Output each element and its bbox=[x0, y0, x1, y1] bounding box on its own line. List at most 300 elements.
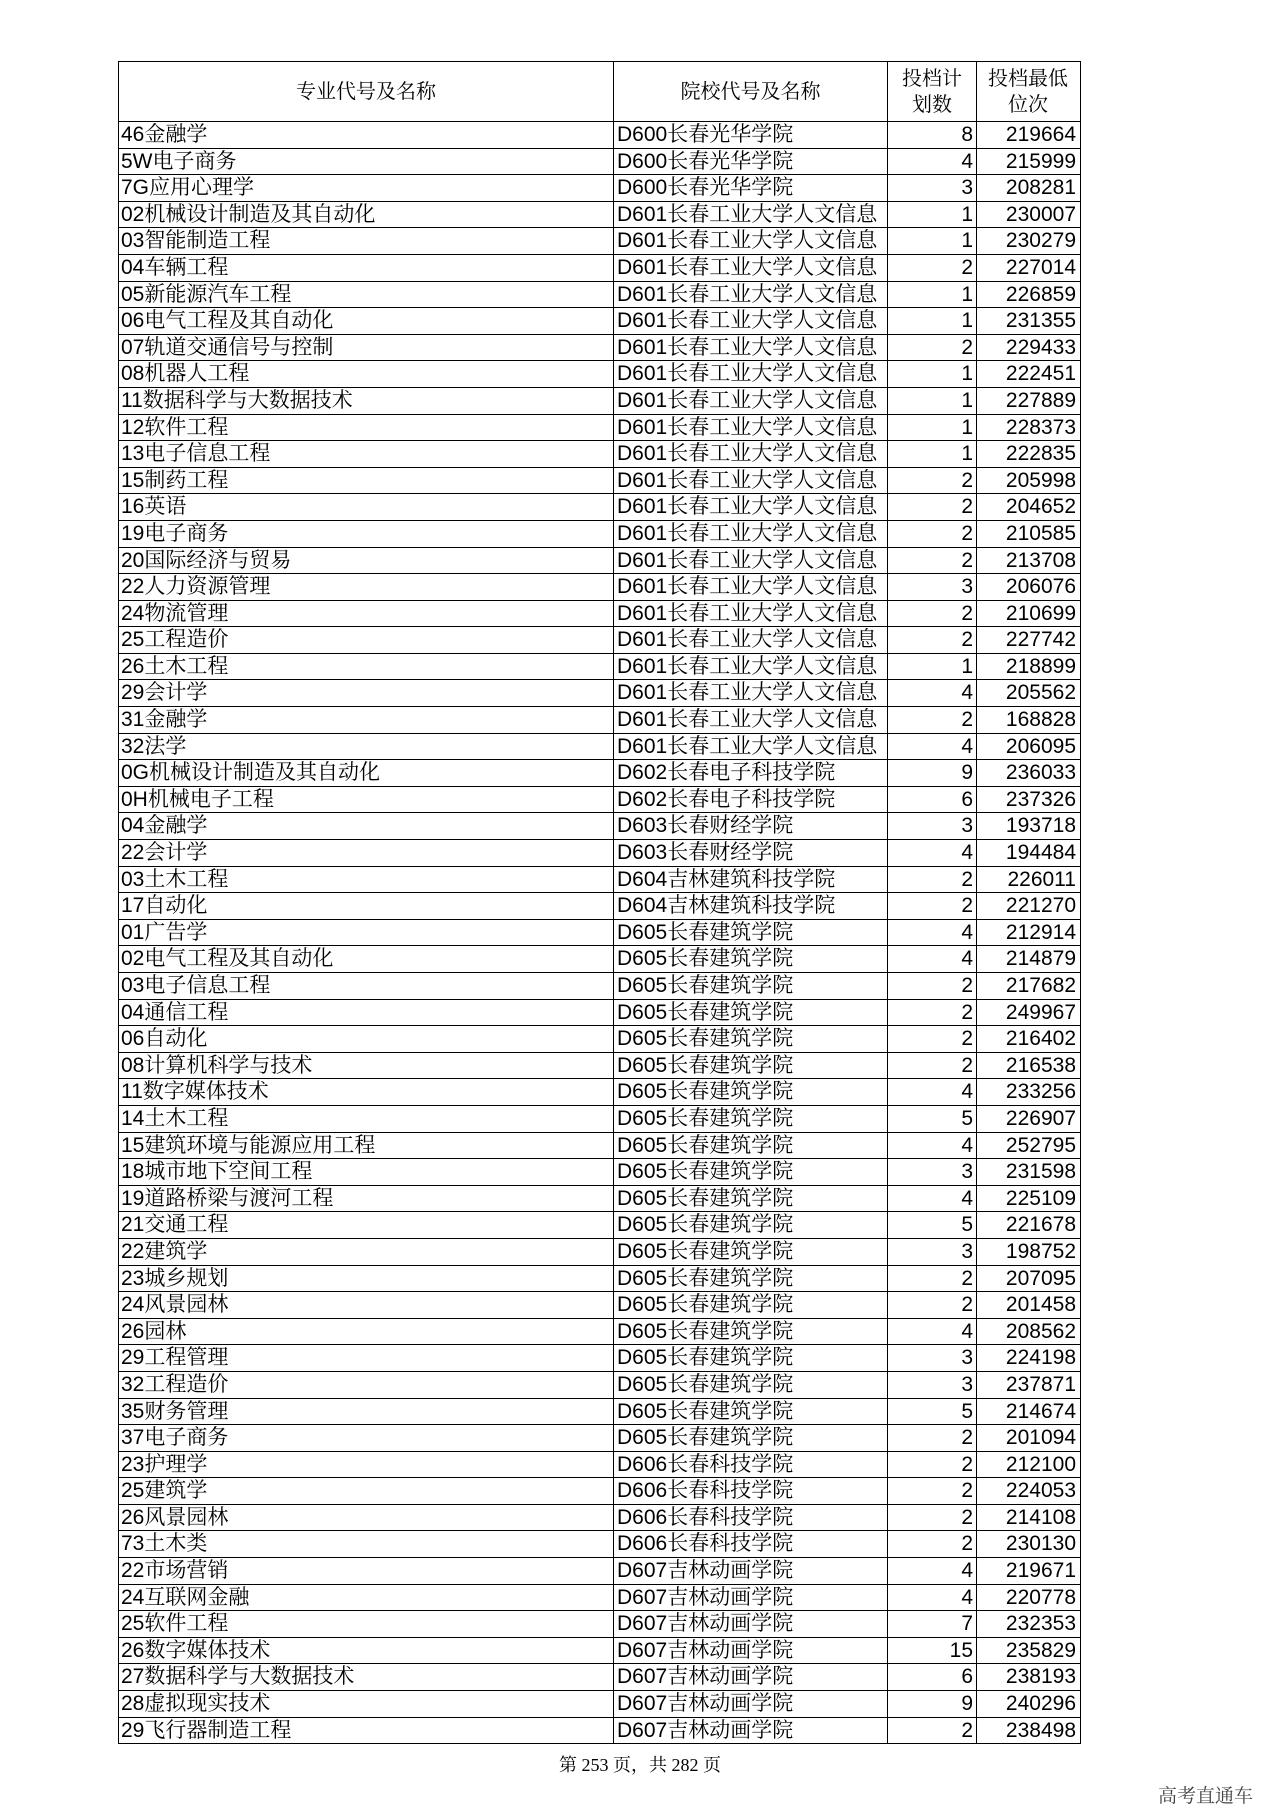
plan-count-cell: 15 bbox=[888, 1638, 977, 1664]
college-cell: D603长春财经学院 bbox=[614, 840, 888, 866]
min-rank-cell: 206076 bbox=[1005, 575, 1076, 599]
min-rank-cell: 252795 bbox=[1005, 1133, 1076, 1157]
college-cell: D607吉林动画学院 bbox=[614, 1664, 888, 1690]
table-row bbox=[119, 972, 1080, 999]
min-rank-cell: 221270 bbox=[1005, 894, 1076, 918]
table-row bbox=[119, 1291, 1080, 1318]
table-row bbox=[119, 334, 1080, 361]
table-row bbox=[119, 919, 1080, 946]
min-rank-cell: 227889 bbox=[1005, 388, 1076, 412]
table-header-row bbox=[119, 62, 1080, 121]
table-row bbox=[119, 174, 1080, 201]
header-min-rank-line: 位次 bbox=[1008, 93, 1048, 116]
plan-count-cell: 2 bbox=[888, 468, 977, 494]
table-row bbox=[119, 254, 1080, 281]
major-cell: 03电子信息工程 bbox=[119, 973, 614, 999]
major-cell: 19电子商务 bbox=[119, 521, 614, 547]
plan-count-cell: 4 bbox=[888, 1585, 977, 1611]
college-cell: D601长春工业大学人文信息 bbox=[614, 388, 888, 414]
min-rank-cell: 237871 bbox=[1005, 1372, 1076, 1396]
table-row bbox=[119, 121, 1080, 148]
major-cell: 28虚拟现实技术 bbox=[119, 1691, 614, 1717]
min-rank-cell: 210699 bbox=[1005, 601, 1076, 625]
plan-count-cell: 1 bbox=[888, 388, 977, 414]
major-cell: 29会计学 bbox=[119, 680, 614, 706]
table-row bbox=[119, 1052, 1080, 1079]
college-cell: D607吉林动画学院 bbox=[614, 1691, 888, 1717]
plan-count-cell: 3 bbox=[888, 813, 977, 839]
plan-count-cell: 2 bbox=[888, 707, 977, 733]
major-cell: 08机器人工程 bbox=[119, 361, 614, 387]
college-cell: D601长春工业大学人文信息 bbox=[614, 654, 888, 680]
college-cell: D605长春建筑学院 bbox=[614, 1319, 888, 1345]
plan-count-cell: 4 bbox=[888, 1319, 977, 1345]
plan-count-cell: 4 bbox=[888, 149, 977, 175]
table-row bbox=[119, 201, 1080, 228]
min-rank-cell: 193718 bbox=[1005, 814, 1076, 838]
major-cell: 24物流管理 bbox=[119, 601, 614, 627]
plan-count-cell: 2 bbox=[888, 1266, 977, 1292]
min-rank-cell: 214674 bbox=[1005, 1399, 1076, 1423]
college-cell: D605长春建筑学院 bbox=[614, 1239, 888, 1265]
min-rank-cell: 221678 bbox=[1005, 1213, 1076, 1237]
major-cell: 04通信工程 bbox=[119, 1000, 614, 1026]
plan-count-cell: 1 bbox=[888, 308, 977, 334]
college-cell: D605长春建筑学院 bbox=[614, 1399, 888, 1425]
plan-count-cell: 2 bbox=[888, 548, 977, 574]
college-cell: D605长春建筑学院 bbox=[614, 1266, 888, 1292]
table-row bbox=[119, 1078, 1080, 1105]
min-rank-cell: 224198 bbox=[1005, 1346, 1076, 1370]
major-cell: 46金融学 bbox=[119, 122, 614, 148]
college-cell: D603长春财经学院 bbox=[614, 813, 888, 839]
min-rank-cell: 205562 bbox=[1005, 681, 1076, 705]
major-cell: 0H机械电子工程 bbox=[119, 787, 614, 813]
min-rank-cell: 216538 bbox=[1005, 1053, 1076, 1077]
min-rank-cell: 194484 bbox=[1005, 841, 1076, 865]
min-rank-cell: 201458 bbox=[1005, 1293, 1076, 1317]
major-cell: 17自动化 bbox=[119, 893, 614, 919]
min-rank-cell: 212100 bbox=[1005, 1452, 1076, 1476]
table-row bbox=[119, 440, 1080, 467]
college-cell: D606长春科技学院 bbox=[614, 1531, 888, 1557]
table-row bbox=[119, 573, 1080, 600]
college-cell: D601长春工业大学人文信息 bbox=[614, 202, 888, 228]
table-row bbox=[119, 520, 1080, 547]
plan-count-cell: 4 bbox=[888, 1079, 977, 1105]
college-cell: D601长春工业大学人文信息 bbox=[614, 415, 888, 441]
college-cell: D601长春工业大学人文信息 bbox=[614, 468, 888, 494]
college-cell: D600长春光华学院 bbox=[614, 175, 888, 201]
min-rank-cell: 217682 bbox=[1005, 974, 1076, 997]
min-rank-cell: 215999 bbox=[1005, 149, 1076, 173]
plan-count-cell: 2 bbox=[888, 893, 977, 919]
table-row bbox=[119, 786, 1080, 813]
plan-count-cell: 2 bbox=[888, 1531, 977, 1557]
plan-count-cell: 2 bbox=[888, 255, 977, 281]
college-cell: D606长春科技学院 bbox=[614, 1452, 888, 1478]
major-cell: 01广告学 bbox=[119, 920, 614, 946]
plan-count-cell: 1 bbox=[888, 441, 977, 467]
college-cell: D605长春建筑学院 bbox=[614, 1079, 888, 1105]
major-cell: 26风景园林 bbox=[119, 1505, 614, 1531]
min-rank-cell: 205998 bbox=[1005, 468, 1076, 492]
plan-count-cell: 1 bbox=[888, 202, 977, 228]
college-cell: D601长春工业大学人文信息 bbox=[614, 680, 888, 706]
min-rank-cell: 207095 bbox=[1005, 1266, 1076, 1290]
table-body bbox=[119, 121, 1080, 1743]
college-cell: D601长春工业大学人文信息 bbox=[614, 601, 888, 627]
table-row bbox=[119, 307, 1080, 334]
major-cell: 03土木工程 bbox=[119, 867, 614, 893]
table-row bbox=[119, 1398, 1080, 1425]
table-row bbox=[119, 1265, 1080, 1292]
table-row bbox=[119, 493, 1080, 520]
major-cell: 12软件工程 bbox=[119, 415, 614, 441]
major-cell: 06自动化 bbox=[119, 1026, 614, 1052]
college-cell: D607吉林动画学院 bbox=[614, 1585, 888, 1611]
table-row bbox=[119, 1238, 1080, 1265]
table-row bbox=[119, 733, 1080, 760]
college-cell: D605长春建筑学院 bbox=[614, 1159, 888, 1185]
major-cell: 27数据科学与大数据技术 bbox=[119, 1664, 614, 1690]
plan-count-cell: 4 bbox=[888, 840, 977, 866]
table-row bbox=[119, 387, 1080, 414]
major-cell: 13电子信息工程 bbox=[119, 441, 614, 467]
table-row bbox=[119, 1132, 1080, 1159]
college-cell: D601长春工业大学人文信息 bbox=[614, 228, 888, 254]
major-cell: 04金融学 bbox=[119, 813, 614, 839]
min-rank-cell: 168828 bbox=[1005, 708, 1076, 732]
table-row bbox=[119, 1371, 1080, 1398]
college-cell: D605长春建筑学院 bbox=[614, 1372, 888, 1398]
table-row bbox=[119, 866, 1080, 893]
college-cell: D606长春科技学院 bbox=[614, 1478, 888, 1504]
major-cell: 15制药工程 bbox=[119, 468, 614, 494]
major-cell: 21交通工程 bbox=[119, 1212, 614, 1238]
header-min-rank-line: 投档最低 bbox=[988, 67, 1068, 90]
college-cell: D605长春建筑学院 bbox=[614, 1026, 888, 1052]
major-cell: 06电气工程及其自动化 bbox=[119, 308, 614, 334]
plan-count-cell: 3 bbox=[888, 1159, 977, 1185]
plan-count-cell: 3 bbox=[888, 1345, 977, 1371]
min-rank-cell: 218899 bbox=[1005, 654, 1076, 678]
college-cell: D604吉林建筑科技学院 bbox=[614, 867, 888, 893]
plan-count-cell: 3 bbox=[888, 574, 977, 600]
min-rank-cell: 225109 bbox=[1005, 1186, 1076, 1210]
table-row bbox=[119, 945, 1080, 972]
header-min-rank bbox=[977, 62, 1079, 121]
plan-count-cell: 4 bbox=[888, 1133, 977, 1159]
college-cell: D601长春工业大学人文信息 bbox=[614, 734, 888, 760]
header-plan-count-line: 划数 bbox=[912, 93, 952, 116]
min-rank-cell: 219671 bbox=[1005, 1559, 1076, 1583]
major-cell: 26土木工程 bbox=[119, 654, 614, 680]
plan-count-cell: 2 bbox=[888, 335, 977, 361]
major-cell: 0G机械设计制造及其自动化 bbox=[119, 760, 614, 786]
plan-count-cell: 9 bbox=[888, 760, 977, 786]
major-cell: 35财务管理 bbox=[119, 1399, 614, 1425]
college-cell: D601长春工业大学人文信息 bbox=[614, 548, 888, 574]
college-cell: D605长春建筑学院 bbox=[614, 1425, 888, 1451]
min-rank-cell: 230130 bbox=[1005, 1532, 1076, 1556]
plan-count-cell: 2 bbox=[888, 1452, 977, 1478]
min-rank-cell: 230279 bbox=[1005, 229, 1076, 253]
table-row bbox=[119, 1477, 1080, 1504]
plan-count-cell: 4 bbox=[888, 1558, 977, 1584]
college-cell: D605长春建筑学院 bbox=[614, 1133, 888, 1159]
plan-count-cell: 2 bbox=[888, 1292, 977, 1318]
table-row bbox=[119, 626, 1080, 653]
college-cell: D602长春电子科技学院 bbox=[614, 760, 888, 786]
plan-count-cell: 8 bbox=[888, 122, 977, 148]
page-number: 第 253 页，共 282 页 bbox=[559, 1755, 721, 1775]
major-cell: 14土木工程 bbox=[119, 1106, 614, 1132]
min-rank-cell: 208281 bbox=[1005, 176, 1076, 200]
min-rank-cell: 216402 bbox=[1005, 1027, 1076, 1051]
table-row bbox=[119, 1557, 1080, 1584]
header-plan-count-line: 投档计 bbox=[902, 67, 962, 90]
min-rank-cell: 240296 bbox=[1005, 1692, 1076, 1716]
plan-count-cell: 2 bbox=[888, 494, 977, 520]
min-rank-cell: 236033 bbox=[1005, 761, 1076, 785]
college-cell: D606长春科技学院 bbox=[614, 1505, 888, 1531]
plan-count-cell: 1 bbox=[888, 361, 977, 387]
plan-count-cell: 4 bbox=[888, 920, 977, 946]
header-college-label: 院校代号及名称 bbox=[680, 80, 821, 103]
college-cell: D605长春建筑学院 bbox=[614, 1186, 888, 1212]
college-cell: D605长春建筑学院 bbox=[614, 1106, 888, 1132]
min-rank-cell: 201094 bbox=[1005, 1426, 1076, 1450]
table-row bbox=[119, 1211, 1080, 1238]
major-cell: 26园林 bbox=[119, 1319, 614, 1345]
min-rank-cell: 233256 bbox=[1005, 1080, 1076, 1104]
min-rank-cell: 227742 bbox=[1005, 628, 1076, 652]
major-cell: 23城乡规划 bbox=[119, 1266, 614, 1292]
major-cell: 16英语 bbox=[119, 494, 614, 520]
major-cell: 03智能制造工程 bbox=[119, 228, 614, 254]
college-cell: D607吉林动画学院 bbox=[614, 1558, 888, 1584]
table-row bbox=[119, 1105, 1080, 1132]
table-row bbox=[119, 547, 1080, 574]
table-row bbox=[119, 1318, 1080, 1345]
table-row bbox=[119, 759, 1080, 786]
college-cell: D605长春建筑学院 bbox=[614, 1053, 888, 1079]
plan-count-cell: 2 bbox=[888, 1478, 977, 1504]
major-cell: 02电气工程及其自动化 bbox=[119, 946, 614, 972]
min-rank-cell: 214108 bbox=[1005, 1505, 1076, 1529]
table-row bbox=[119, 1025, 1080, 1052]
plan-count-cell: 5 bbox=[888, 1399, 977, 1425]
college-cell: D601长春工业大学人文信息 bbox=[614, 441, 888, 467]
plan-count-cell: 1 bbox=[888, 282, 977, 308]
table-row bbox=[119, 1158, 1080, 1185]
major-cell: 26数字媒体技术 bbox=[119, 1638, 614, 1664]
min-rank-cell: 235829 bbox=[1005, 1638, 1076, 1662]
header-college bbox=[614, 62, 888, 121]
major-cell: 5W电子商务 bbox=[119, 149, 614, 175]
min-rank-cell: 228373 bbox=[1005, 415, 1076, 439]
major-cell: 32工程造价 bbox=[119, 1372, 614, 1398]
plan-count-cell: 2 bbox=[888, 1026, 977, 1052]
plan-count-cell: 1 bbox=[888, 415, 977, 441]
table-row bbox=[119, 414, 1080, 441]
college-cell: D602长春电子科技学院 bbox=[614, 787, 888, 813]
min-rank-cell: 210585 bbox=[1005, 521, 1076, 545]
plan-count-cell: 1 bbox=[888, 654, 977, 680]
min-rank-cell: 226907 bbox=[1005, 1106, 1076, 1130]
min-rank-cell: 222835 bbox=[1005, 442, 1076, 466]
major-cell: 08计算机科学与技术 bbox=[119, 1053, 614, 1079]
min-rank-cell: 220778 bbox=[1005, 1585, 1076, 1609]
college-cell: D604吉林建筑科技学院 bbox=[614, 893, 888, 919]
min-rank-cell: 226859 bbox=[1005, 282, 1076, 306]
table-row bbox=[119, 1185, 1080, 1212]
table-row bbox=[119, 600, 1080, 627]
plan-count-cell: 2 bbox=[888, 1505, 977, 1531]
college-cell: D601长春工业大学人文信息 bbox=[614, 521, 888, 547]
major-cell: 19道路桥梁与渡河工程 bbox=[119, 1186, 614, 1212]
table-row bbox=[119, 1584, 1080, 1611]
major-cell: 22建筑学 bbox=[119, 1239, 614, 1265]
plan-count-cell: 4 bbox=[888, 946, 977, 972]
major-cell: 25工程造价 bbox=[119, 627, 614, 653]
college-cell: D601长春工业大学人文信息 bbox=[614, 494, 888, 520]
watermark: 高考直通车 bbox=[1157, 1786, 1253, 1807]
college-cell: D601长春工业大学人文信息 bbox=[614, 308, 888, 334]
header-major-label: 专业代号及名称 bbox=[296, 80, 436, 103]
major-cell: 15建筑环境与能源应用工程 bbox=[119, 1133, 614, 1159]
table-row bbox=[119, 467, 1080, 494]
college-cell: D607吉林动画学院 bbox=[614, 1718, 888, 1744]
plan-count-cell: 5 bbox=[888, 1212, 977, 1238]
min-rank-cell: 213708 bbox=[1005, 548, 1076, 572]
min-rank-cell: 232353 bbox=[1005, 1612, 1076, 1636]
plan-count-cell: 7 bbox=[888, 1611, 977, 1637]
header-plan-count bbox=[888, 62, 977, 121]
table-row bbox=[119, 281, 1080, 308]
plan-count-cell: 5 bbox=[888, 1106, 977, 1132]
college-cell: D605长春建筑学院 bbox=[614, 1292, 888, 1318]
min-rank-cell: 208562 bbox=[1005, 1319, 1076, 1343]
table-row bbox=[119, 839, 1080, 866]
plan-count-cell: 2 bbox=[888, 973, 977, 999]
min-rank-cell: 231355 bbox=[1005, 309, 1076, 333]
college-cell: D601长春工业大学人文信息 bbox=[614, 361, 888, 387]
table-row bbox=[119, 1610, 1080, 1637]
table-row bbox=[119, 1504, 1080, 1531]
min-rank-cell: 224053 bbox=[1005, 1479, 1076, 1503]
major-cell: 11数据科学与大数据技术 bbox=[119, 388, 614, 414]
college-cell: D601长春工业大学人文信息 bbox=[614, 282, 888, 308]
major-cell: 04车辆工程 bbox=[119, 255, 614, 281]
plan-count-cell: 6 bbox=[888, 787, 977, 813]
admission-table bbox=[118, 61, 1081, 1744]
plan-count-cell: 2 bbox=[888, 1718, 977, 1744]
college-cell: D607吉林动画学院 bbox=[614, 1611, 888, 1637]
plan-count-cell: 2 bbox=[888, 1425, 977, 1451]
plan-count-cell: 4 bbox=[888, 680, 977, 706]
min-rank-cell: 249967 bbox=[1005, 1000, 1076, 1024]
table-row bbox=[119, 1344, 1080, 1371]
min-rank-cell: 227014 bbox=[1005, 255, 1076, 279]
table-row bbox=[119, 1637, 1080, 1664]
table-row bbox=[119, 148, 1080, 175]
table-row bbox=[119, 679, 1080, 706]
college-cell: D607吉林动画学院 bbox=[614, 1638, 888, 1664]
plan-count-cell: 3 bbox=[888, 1372, 977, 1398]
header-major bbox=[119, 62, 614, 121]
min-rank-cell: 229433 bbox=[1005, 335, 1076, 359]
major-cell: 7G应用心理学 bbox=[119, 175, 614, 201]
min-rank-cell: 212914 bbox=[1005, 920, 1076, 944]
major-cell: 23护理学 bbox=[119, 1452, 614, 1478]
major-cell: 22会计学 bbox=[119, 840, 614, 866]
major-cell: 24风景园林 bbox=[119, 1292, 614, 1318]
major-cell: 25软件工程 bbox=[119, 1611, 614, 1637]
college-cell: D605长春建筑学院 bbox=[614, 946, 888, 972]
min-rank-cell: 237326 bbox=[1005, 787, 1076, 811]
min-rank-cell: 230007 bbox=[1005, 202, 1076, 226]
min-rank-cell: 219664 bbox=[1005, 123, 1076, 146]
college-cell: D601长春工业大学人文信息 bbox=[614, 335, 888, 361]
plan-count-cell: 6 bbox=[888, 1664, 977, 1690]
plan-count-cell: 1 bbox=[888, 228, 977, 254]
table-row bbox=[119, 706, 1080, 733]
plan-count-cell: 2 bbox=[888, 521, 977, 547]
plan-count-cell: 2 bbox=[888, 867, 977, 893]
table-row bbox=[119, 999, 1080, 1026]
major-cell: 29工程管理 bbox=[119, 1345, 614, 1371]
major-cell: 20国际经济与贸易 bbox=[119, 548, 614, 574]
min-rank-cell: 198752 bbox=[1005, 1239, 1076, 1263]
major-cell: 31金融学 bbox=[119, 707, 614, 733]
major-cell: 24互联网金融 bbox=[119, 1585, 614, 1611]
major-cell: 22人力资源管理 bbox=[119, 574, 614, 600]
min-rank-cell: 214879 bbox=[1005, 947, 1076, 971]
plan-count-cell: 2 bbox=[888, 627, 977, 653]
table-row bbox=[119, 1717, 1080, 1744]
major-cell: 11数字媒体技术 bbox=[119, 1079, 614, 1105]
table-row bbox=[119, 812, 1080, 839]
plan-count-cell: 3 bbox=[888, 175, 977, 201]
plan-count-cell: 4 bbox=[888, 1186, 977, 1212]
table-row bbox=[119, 1530, 1080, 1557]
table-row bbox=[119, 1663, 1080, 1690]
major-cell: 05新能源汽车工程 bbox=[119, 282, 614, 308]
min-rank-cell: 231598 bbox=[1005, 1160, 1076, 1184]
plan-count-cell: 2 bbox=[888, 601, 977, 627]
major-cell: 07轨道交通信号与控制 bbox=[119, 335, 614, 361]
major-cell: 37电子商务 bbox=[119, 1425, 614, 1451]
min-rank-cell: 226011 bbox=[1007, 867, 1076, 891]
college-cell: D605长春建筑学院 bbox=[614, 1000, 888, 1026]
college-cell: D601长春工业大学人文信息 bbox=[614, 627, 888, 653]
table-row bbox=[119, 227, 1080, 254]
table-row bbox=[119, 1451, 1080, 1478]
plan-count-cell: 3 bbox=[888, 1239, 977, 1265]
min-rank-cell: 222451 bbox=[1005, 362, 1076, 386]
college-cell: D601长春工业大学人文信息 bbox=[614, 574, 888, 600]
min-rank-cell: 238498 bbox=[1005, 1718, 1076, 1742]
major-cell: 02机械设计制造及其自动化 bbox=[119, 202, 614, 228]
college-cell: D605长春建筑学院 bbox=[614, 920, 888, 946]
table-row bbox=[119, 1690, 1080, 1717]
table-row bbox=[119, 1424, 1080, 1451]
min-rank-cell: 238193 bbox=[1005, 1665, 1076, 1689]
plan-count-cell: 2 bbox=[888, 1053, 977, 1079]
plan-count-cell: 2 bbox=[888, 1000, 977, 1026]
